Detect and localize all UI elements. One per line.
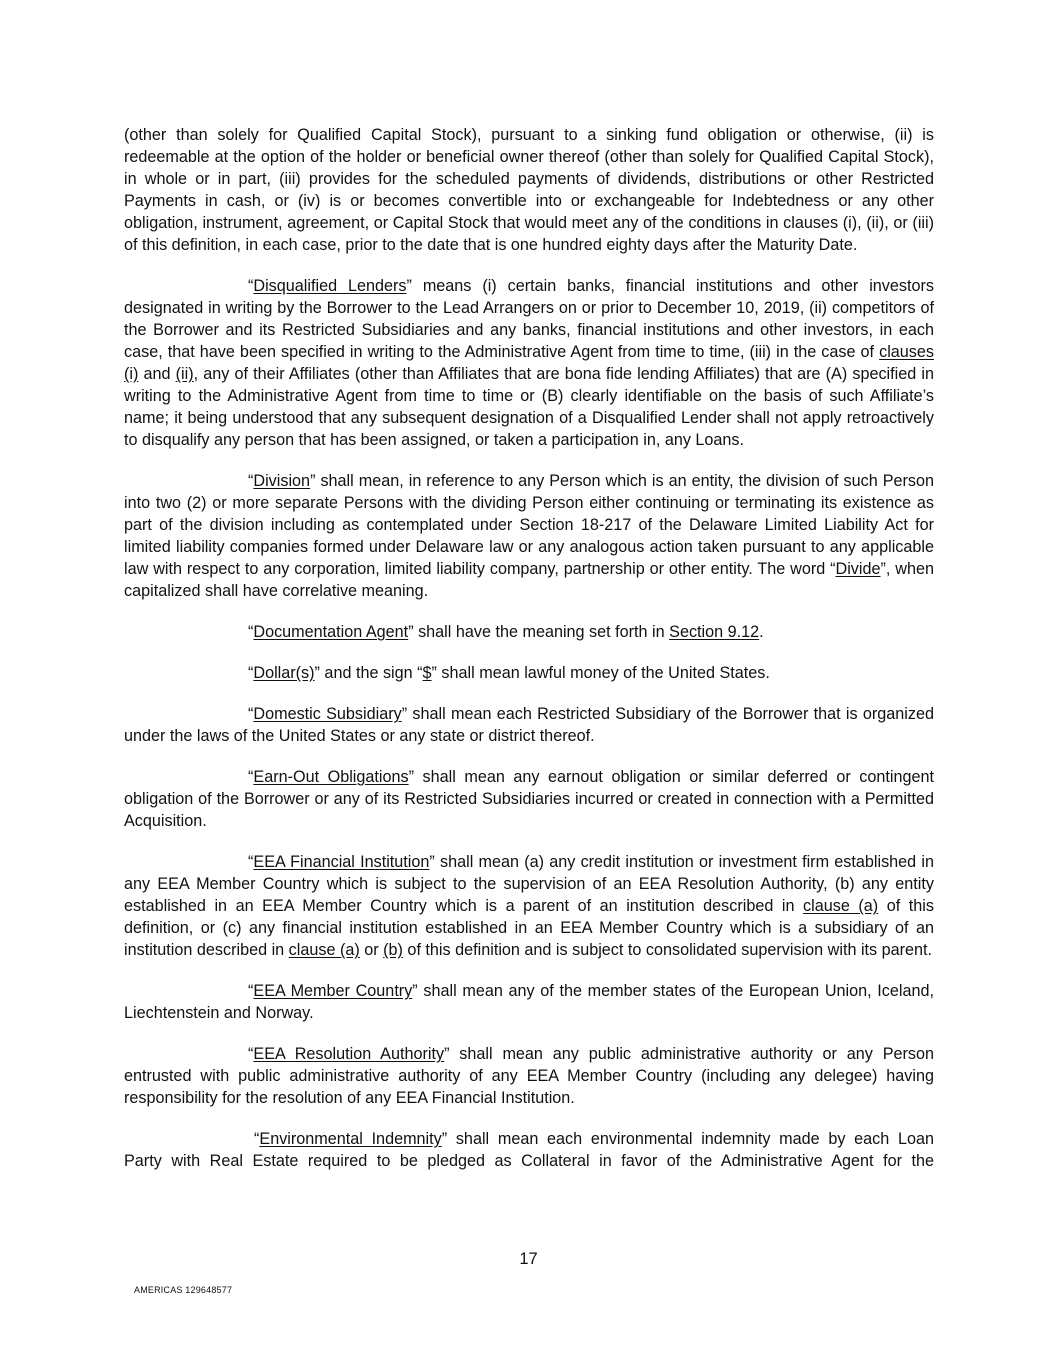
- quote-open: “: [248, 623, 254, 641]
- quote-close: ”: [314, 664, 320, 682]
- document-id-footer: AMERICAS 129648577: [134, 1285, 233, 1295]
- quote-open: “: [248, 1045, 254, 1063]
- defined-term: EEA Resolution Authority: [253, 1045, 445, 1063]
- definition-earn-out-obligations: [124, 766, 934, 832]
- definition-text: of this definition and is subject to consolidated supervision with its parent.: [402, 941, 933, 959]
- quote-close: ”: [441, 1130, 448, 1148]
- cross-reference: clause (a): [803, 897, 879, 915]
- quote-close: ”: [429, 853, 435, 871]
- definition-text: shall have the meaning set forth in: [413, 623, 670, 641]
- definition-documentation-agent: [124, 621, 934, 643]
- cross-reference: clause (a): [288, 941, 360, 959]
- quote-close: ”: [408, 623, 414, 641]
- cross-reference: (ii): [175, 365, 194, 383]
- quote-open: “: [830, 560, 836, 578]
- quote-close: ”: [431, 664, 437, 682]
- defined-term: Earn-Out Obligations: [253, 768, 409, 786]
- definition-dollars: [124, 662, 934, 684]
- page-number: 17: [519, 1250, 538, 1268]
- defined-term: Dollar(s): [253, 664, 315, 682]
- definition-text: shall mean any of the member states of the European Union, Iceland, Liechtenstein and Norway.: [124, 982, 934, 1022]
- definition-text: of this definition, or (c) any financial institution established in an EEA Member Country which is a subsidiary of an institution described in: [124, 897, 934, 959]
- definition-text: shall mean, in reference to any Person which is an entity, the division of such Person into two (2) or more separate Persons with the dividing Person either continuing or terminating its existence as part of the division including as contemplated under Section 18-217 of the Delaware Limited Liability Act for limited liability companies formed under Delaware law or any analogous action taken pursuant to any applicable law with respect to any corporation, limited liability company, partnership or other entity. The word: [124, 472, 934, 578]
- cross-reference: Section 9.12: [669, 623, 760, 641]
- cross-reference: (b): [383, 941, 403, 959]
- quote-open: “: [248, 664, 254, 682]
- definition-text: , any of their Affiliates (other than Affiliates that are bona fide lending Affiliates) that are (A) specified in writing to the Administrative Agent from time to time or (B) clearly identifiable on the basis of such Affiliate’s name; it being understood that any subsequent designation of a Disqualified Lender shall not apply retroactively to disqualify any person that has been assigned, or taken a participation in, any Loans.: [124, 365, 934, 449]
- definition-eea-resolution-authority: [124, 1043, 934, 1109]
- definition-text: shall mean each environmental indemnity made by each Loan Party with Real Estate required to be pledged as Collateral in favor of the Administrative Agent for the: [124, 1130, 934, 1170]
- definition-division: [124, 470, 934, 602]
- defined-term: Division: [253, 472, 311, 490]
- continued-paragraph: (other than solely for Qualified Capital Stock), pursuant to a sinking fund obligation or otherwise, (ii) is redeemable at the option of the holder or beneficial owner thereof (other than solely for Qualified Capital Stock), in whole or in part, (iii) provides for the scheduled payments of dividends, distributions or other Restricted Payments in cash, or (iv) is or becomes convertible into or exchangeable for Indebtedness or any other obligation, instrument, agreement, or Capital Stock that would meet any of the conditions in clauses (i), (ii), or (iii) of this definition, in each case, prior to the date that is one hundred eighty days after the Maturity Date.: [124, 126, 934, 254]
- quote-close: ”: [444, 1045, 450, 1063]
- quote-open: “: [248, 472, 254, 490]
- quote-open: “: [248, 982, 254, 1000]
- quote-open: “: [254, 1130, 260, 1148]
- quote-close: ”: [412, 982, 418, 1000]
- definition-text: .: [759, 623, 764, 641]
- quote-open: “: [248, 277, 254, 295]
- cross-reference: (i): [124, 365, 139, 383]
- definition-text: shall mean any public administrative authority or any Person entrusted with public administrative authority of any EEA Member Country (including any delegee) having responsibility for the resolution of any EEA Financial Institution.: [124, 1045, 934, 1107]
- quote-open: “: [248, 853, 254, 871]
- quote-open: “: [248, 768, 254, 786]
- definition-text: and the sign: [319, 664, 418, 682]
- definition-text: and: [138, 365, 176, 383]
- quote-open: “: [248, 705, 254, 723]
- defined-term: Documentation Agent: [253, 623, 409, 641]
- quote-close: ”: [408, 768, 414, 786]
- quote-close: ”: [406, 277, 412, 295]
- definition-text: shall mean any earnout obligation or similar deferred or contingent obligation of the Borrower or any of its Restricted Subsidiaries incurred or created in connection with a Permitted Acquisition.: [124, 768, 934, 830]
- defined-term: $: [422, 664, 432, 682]
- definition-text: shall mean lawful money of the United States.: [436, 664, 770, 682]
- definition-eea-financial-institution: [124, 851, 934, 961]
- definition-text: or: [359, 941, 384, 959]
- definition-text: , when capitalized shall have correlative meaning.: [124, 560, 934, 600]
- quote-open: “: [417, 664, 423, 682]
- cross-reference: clauses: [879, 343, 934, 361]
- quote-close: ”: [880, 560, 886, 578]
- definition-environmental-indemnity: [124, 1128, 934, 1172]
- defined-term: Divide: [835, 560, 881, 578]
- definition-text: means (i) certain banks, financial institutions and other investors designated in writing by the Borrower to the Lead Arrangers on or prior to December 10, 2019, (ii) competitors of the Borrower and its Restricted Subsidiaries and any banks, financial institutions and other investors, in each case, that have been specified in writing to the Administrative Agent from time to time, (iii) in the case of: [124, 277, 934, 361]
- defined-term: EEA Financial Institution: [253, 853, 430, 871]
- definition-disqualified-lenders: [124, 275, 934, 451]
- definition-domestic-subsidiary: [124, 703, 934, 747]
- defined-term: Disqualified Lenders: [253, 277, 407, 295]
- definition-text: shall mean (a) any credit institution or investment firm established in any EEA Member Country which is subject to the supervision of an EEA Resolution Authority, (b) any entity established in an EEA Member Country which is a parent of an institution described in: [124, 853, 934, 915]
- quote-close: ”: [310, 472, 316, 490]
- defined-term: EEA Member Country: [253, 982, 413, 1000]
- definition-eea-member-country: [124, 980, 934, 1024]
- defined-term: Domestic Subsidiary: [253, 705, 402, 723]
- document-body: [124, 124, 934, 1172]
- definition-text: shall mean each Restricted Subsidiary of the Borrower that is organized under the laws of the United States or any state or district thereof.: [124, 705, 934, 745]
- quote-close: ”: [401, 705, 408, 723]
- defined-term: Environmental Indemnity: [259, 1130, 442, 1148]
